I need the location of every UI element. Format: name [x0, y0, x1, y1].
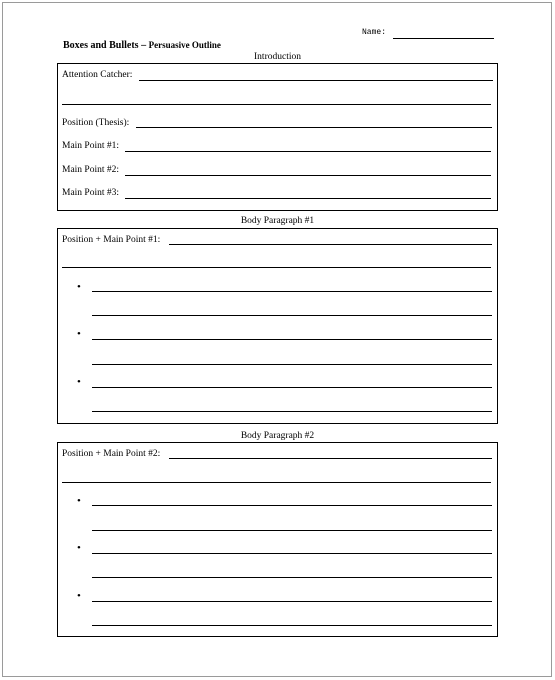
body-paragraph-1-box [57, 228, 498, 424]
main-point-2-line[interactable] [125, 175, 491, 176]
main-point-3-line[interactable] [125, 198, 491, 199]
body-2-bullet-3-line-2[interactable] [92, 625, 492, 626]
bullet: • [77, 590, 81, 602]
body-2-bullet-1-line-2[interactable] [92, 530, 492, 531]
body-2-position-line[interactable] [169, 458, 492, 459]
bullet: • [77, 542, 81, 554]
main-point-1-label: Main Point #1: [62, 141, 120, 151]
body-1-bullet-2-line[interactable] [92, 339, 492, 340]
body-1-bullet-1-line-2[interactable] [92, 315, 492, 316]
body-2-position-line-2[interactable] [62, 482, 491, 483]
introduction-box [57, 63, 498, 211]
main-point-3-label: Main Point #3: [62, 188, 120, 198]
attention-catcher-line[interactable] [139, 80, 493, 81]
attention-catcher-label: Attention Catcher: [62, 70, 133, 80]
page-title [63, 40, 221, 51]
body-1-bullet-3-line-2[interactable] [92, 411, 492, 412]
body-2-position-label: Position + Main Point #2: [62, 449, 161, 459]
position-thesis-label: Position (Thesis): [62, 118, 130, 128]
body-1-bullet-2-line-2[interactable] [92, 364, 492, 365]
name-label: Name: [362, 28, 387, 37]
name-field[interactable] [393, 38, 494, 39]
body-1-position-line[interactable] [169, 244, 492, 245]
body-paragraph-1-heading: Body Paragraph #1 [240, 216, 315, 226]
main-point-1-line[interactable] [125, 151, 491, 152]
body-2-bullet-2-line[interactable] [92, 553, 492, 554]
title-sub: Persuasive Outline [148, 40, 221, 50]
body-paragraph-2-heading: Body Paragraph #2 [240, 431, 315, 441]
bullet: • [77, 376, 81, 388]
position-thesis-line[interactable] [136, 127, 492, 128]
bullet: • [77, 495, 81, 507]
body-2-bullet-1-line[interactable] [92, 505, 492, 506]
body-1-bullet-3-line[interactable] [92, 387, 492, 388]
body-1-bullet-1-line[interactable] [92, 291, 492, 292]
body-paragraph-2-box [57, 442, 498, 637]
bullet: • [77, 328, 81, 340]
introduction-heading: Introduction [254, 52, 301, 62]
main-point-2-label: Main Point #2: [62, 165, 120, 175]
body-2-bullet-2-line-2[interactable] [92, 577, 492, 578]
body-1-position-line-2[interactable] [62, 267, 491, 268]
bullet: • [77, 281, 81, 293]
body-2-bullet-3-line[interactable] [92, 601, 492, 602]
body-1-position-label: Position + Main Point #1: [62, 235, 161, 245]
attention-catcher-line-2[interactable] [62, 104, 491, 105]
title-main: Boxes and Bullets – [63, 40, 147, 51]
